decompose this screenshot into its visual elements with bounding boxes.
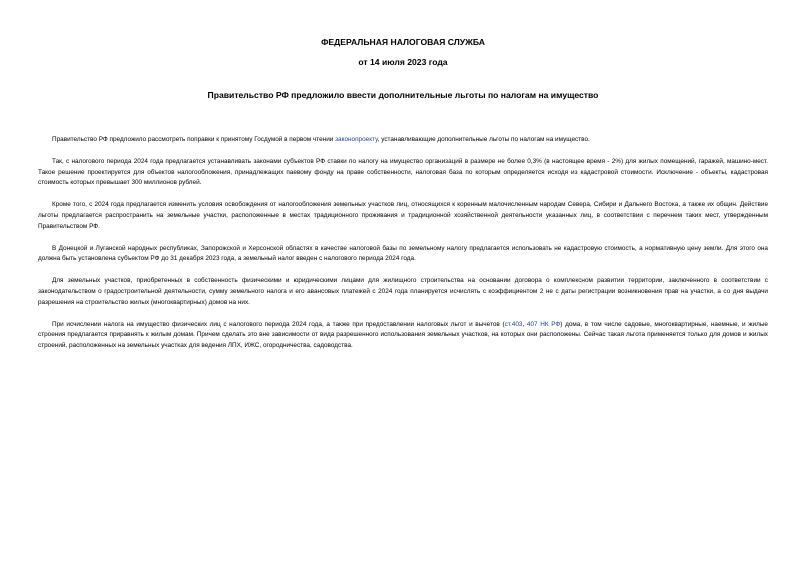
document-page: [38, 30, 768, 363]
paragraph-2: Так, с налогового периода 2024 года предлагается устанавливать законами субъектов РФ ставки по налогу на имущество организаций в размере не более 0,3% (в настоящее время - 2%) для жилых помещений, гаражей, машино-мест. Такое решение проектируется для объектов налогообложения, принадлежащих паевому фонду на праве собственности, налоговая база по которым определяется исходя из кадастровой стоимости. Исключение - объекты, кадастровая стоимость которых превышает 300 миллионов рублей.: [38, 158, 768, 187]
paragraph-1-text-start: Правительство РФ предложило рассмотреть поправки к принятому Госдумой в первом чтении: [52, 136, 336, 143]
agency-title: ФЕДЕРАЛЬНАЯ НАЛОГОВАЯ СЛУЖБА: [321, 37, 485, 47]
link-separator: ,: [522, 320, 527, 328]
article-body: [38, 135, 768, 351]
article-403-link[interactable]: ст.403: [504, 320, 523, 328]
paragraph-1-text-end: , устанавливающие дополнительные льготы по налогам на имущество.: [377, 136, 590, 143]
paragraph-6: [38, 320, 768, 352]
paragraph-5: Для земельных участков, приобретенных в собственность физическими и юридическими лицами для жилищного строительства на основании договора о комплексном развитии территории, заключенного в соответствии с законодательством о градостроительной деятельности, сумму земельного налога и его авансовых платежей с 2024 года планируется исчислять с коэффициентом 2 не с даты регистрации возникновения прав на участки, а со дня выдачи разрешения на строительство жилых (многоквартирных) домов на них.: [38, 277, 768, 306]
paragraph-6-text-start: При исчислении налога на имущество физических лиц с налогового периода 2024 года, а также при предоставлении налоговых льгот и вычетов (: [52, 320, 505, 328]
paragraph-4: В Донецкой и Луганской народных республиках, Запорожской и Херсонской областях в качестве налоговой базы по земельному налогу предлагается использовать не кадастровую стоимость, а нормативную цену земли. Для этого она должна быть установлена субъектом РФ до 31 декабря 2023 года, а земельный налог введен с налогового периода 2024 года.: [38, 244, 768, 263]
document-date: от 14 июля 2023 года: [358, 57, 448, 67]
paragraph-6-text-end: ) дома, в том числе садовые, многоквартирные, наемные, и жилые строения предлагается приравнять к жилым домам. Причем сделать это вне зависимости от вида разрешенного использования земельных участков, на которых они расположены. Сейчас такая льгота применяется только для домов и жилых строений, расположенных на земельных участках для ведения ЛПХ, ИЖС, огородничества, садоводства.: [38, 320, 768, 349]
paragraph-1: [38, 135, 768, 146]
paragraph-3: Кроме того, с 2024 года предлагается изменить условия освобождения от налогообложения земельных участков лиц, относящихся к коренным малочисленным народам Севера, Сибири и Дальнего Востока, а также их общин. Действие льготы предлагается распространить на земельные участки, расположенные в местах традиционного проживания и традиционной хозяйственной деятельности указанных лиц, в соответствии с перечнем таких мест, утвержденным Правительством РФ.: [38, 201, 768, 230]
news-headline: Правительство РФ предложило ввести дополнительные льготы по налогам на имущество: [207, 90, 599, 100]
article-407-link[interactable]: 407 НК РФ: [526, 320, 561, 328]
bill-link[interactable]: законопроекту: [335, 136, 378, 143]
